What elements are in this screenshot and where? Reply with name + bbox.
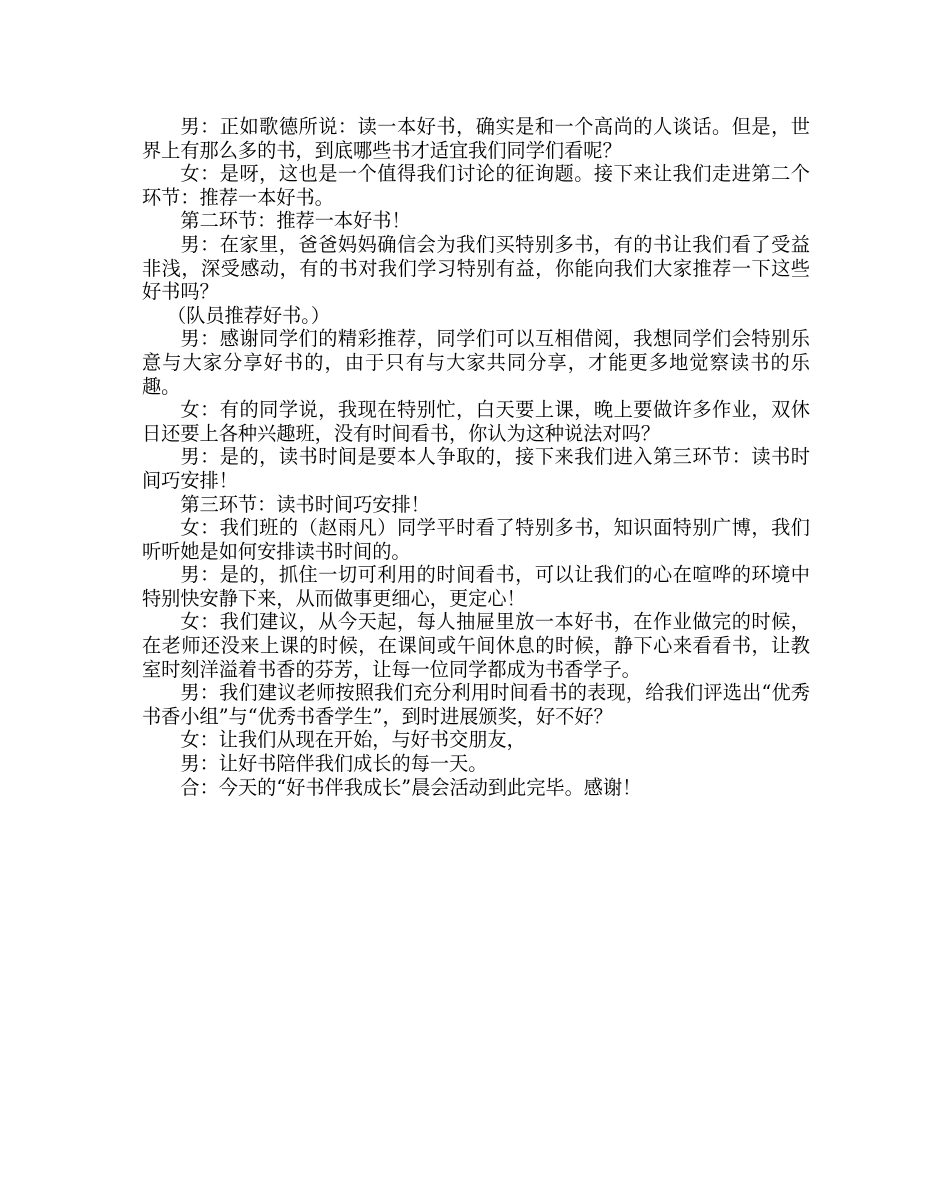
paragraph-8: 男：是的，读书时间是要本人争取的，接下来我们进入第三环节：读书时间巧安排！: [142, 445, 810, 492]
paragraph-2: 女：是呀，这也是一个值得我们讨论的征询题。接下来让我们走进第二个环节：推荐一本好书。: [142, 162, 810, 209]
stage-direction: （队员推荐好书。）: [166, 303, 331, 327]
section-heading-3: 第三环节：读书时间巧安排！: [180, 492, 430, 516]
paragraph-14: 女：让我们从现在开始，与好书交朋友，: [180, 728, 526, 752]
paragraph-13: 男：我们建议老师按照我们充分利用时间看书的表现，给我们评选出“优秀书香小组”与“优秀书香学生”，到时进展颁奖，好不好？: [142, 681, 810, 728]
paragraph-12: 女：我们建议，从今天起，每人抽屉里放一本好书，在作业做完的时候，在老师还没来上课的时候，在课间或午间休息的时候，静下心来看看书，让教室时刻洋溢着书香的芬芳，让每一位同学都成为书香学子。: [142, 610, 810, 681]
paragraph-7: 女：有的同学说，我现在特别忙，白天要上课，晚上要做许多作业，双休日还要上各种兴趣班，没有时间看书，你认为这种说法对吗？: [142, 398, 810, 445]
paragraph-1: 男：正如歌德所说：读一本好书，确实是和一个高尚的人谈话。但是，世界上有那么多的书，到底哪些书才适宜我们同学们看呢？: [142, 115, 810, 162]
document-body: [142, 115, 810, 799]
paragraph-6: 男：感谢同学们的精彩推荐，同学们可以互相借阅，我想同学们会特别乐意与大家分享好书的，由于只有与大家共同分享，才能更多地觉察读书的乐趣。: [142, 327, 810, 398]
closing-line: 合：今天的“好书伴我成长”晨会活动到此完毕。感谢！: [180, 775, 642, 799]
paragraph-15: 男：让好书陪伴我们成长的每一天。: [180, 752, 488, 776]
paragraph-11: 男：是的，抓住一切可利用的时间看书，可以让我们的心在喧哗的环境中特别快安静下来，从而做事更细心，更定心！: [142, 563, 810, 610]
paragraph-10: 女：我们班的（赵雨凡）同学平时看了特别多书，知识面特别广博，我们听听她是如何安排读书时间的。: [142, 516, 810, 563]
paragraph-4: 男：在家里，爸爸妈妈确信会为我们买特别多书，有的书让我们看了受益非浅，深受感动，有的书对我们学习特别有益，你能向我们大家推荐一下这些好书吗？: [142, 232, 810, 304]
section-heading-2: 第二环节：推荐一本好书！: [180, 209, 411, 233]
